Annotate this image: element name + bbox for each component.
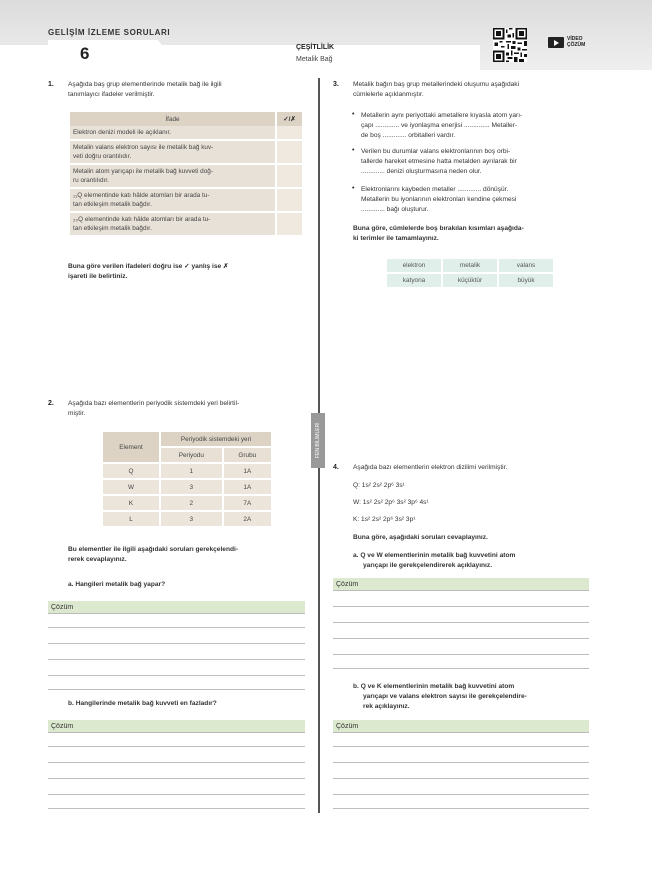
q4-part-b <box>353 682 593 712</box>
answer-line[interactable] <box>333 794 589 795</box>
q3-b3-line3: ............. bağı oluşturur. <box>361 206 429 213</box>
q4-b-line1: b. Q ve K elementlerinin metalik bağ kuvvetini atom <box>353 683 515 690</box>
table-row <box>70 140 302 164</box>
q1-number: 1. <box>48 81 54 88</box>
q2-cell: 1 <box>160 463 223 479</box>
q4-config-w: W: 1s² 2s² 2p⁶ 3s² 3p⁶ 4s¹ <box>353 499 429 506</box>
q2-cell: K <box>102 495 160 511</box>
q1-check-header: ✓/✗ <box>276 112 302 126</box>
q1-row2-check[interactable] <box>276 140 302 164</box>
q2-cell: 2A <box>223 511 272 527</box>
table-row <box>102 463 272 479</box>
answer-line[interactable] <box>48 762 305 763</box>
table-row <box>70 188 302 212</box>
q1-row2-line1: Metalin valans elektron sayısı ile metalik bağ kuv- <box>73 144 214 151</box>
q3-b1-line3: de boş ............. orbitalleri vardır. <box>361 132 456 139</box>
q1-instr-line2: işareti ile belirtiniz. <box>68 273 128 280</box>
q1-row5-line1: ₂₀Q elementinde katı hâlde atomları bir arada tu- <box>73 216 211 223</box>
q2-grubu-header: Grubu <box>223 447 272 463</box>
q2-cell: 3 <box>160 479 223 495</box>
table-row <box>102 511 272 527</box>
answer-line[interactable] <box>48 794 305 795</box>
q2-cell: W <box>102 479 160 495</box>
q2-cell: L <box>102 511 160 527</box>
q2-cell: 1A <box>223 463 272 479</box>
bullet-icon: • <box>352 111 355 118</box>
q4-config-k: K: 1s² 2s² 2p⁶ 3s² 3p¹ <box>353 516 416 523</box>
answer-line[interactable] <box>333 808 589 809</box>
answer-line[interactable] <box>333 762 589 763</box>
term-cell: metalik <box>442 258 498 273</box>
q3-b2-line1: Verilen bu durumlar valans elektronlarının boş orbi- <box>361 148 511 155</box>
q2-cell: Q <box>102 463 160 479</box>
term-cell: katyona <box>386 273 442 288</box>
answer-line[interactable] <box>333 638 589 639</box>
answer-line[interactable] <box>48 808 305 809</box>
q2-number: 2. <box>48 400 54 407</box>
q2-table <box>101 430 273 528</box>
answer-line[interactable] <box>333 668 589 669</box>
q1-row4-check[interactable] <box>276 188 302 212</box>
q3-bullet-2 <box>361 147 591 177</box>
q4-part-a <box>353 551 593 571</box>
q3-stem <box>353 80 593 100</box>
table-row <box>70 126 302 140</box>
q3-b1-line1: Metallerin aynı periyottaki ametallere kıyasla atom yarı- <box>361 112 523 119</box>
q4a-cozum-bar: Çözüm <box>333 578 589 591</box>
q1-row3-check[interactable] <box>276 164 302 188</box>
answer-line[interactable] <box>333 746 589 747</box>
q2-cell: 2 <box>160 495 223 511</box>
q2a-cozum-bar: Çözüm <box>48 601 305 614</box>
answer-line[interactable] <box>48 675 305 676</box>
answer-line[interactable] <box>333 654 589 655</box>
q1-stem-line2: tanımlayıcı ifadeler verilmiştir. <box>68 91 155 98</box>
q2-stem-line1: Aşağıda bazı elementlerin periyodik sistemdeki yeri belirtil- <box>68 400 240 407</box>
q2-cell: 1A <box>223 479 272 495</box>
q2-cell: 7A <box>223 495 272 511</box>
q3-instr-line1: Buna göre, cümlelerde boş bırakılan kısımları aşağıda- <box>353 225 524 232</box>
bullet-icon: • <box>352 147 355 154</box>
table-row <box>102 479 272 495</box>
qr-code-icon[interactable] <box>493 28 527 62</box>
q2-instruction <box>68 545 308 565</box>
video-label[interactable] <box>567 36 585 48</box>
answer-line[interactable] <box>48 689 305 690</box>
q3-bullet-1 <box>361 111 591 141</box>
q4-number: 4. <box>333 464 339 471</box>
q3-b3-line2: Metallerin bu iyonlarının elektronları kendine çekmesi <box>361 196 517 203</box>
q2-cell: 3 <box>160 511 223 527</box>
q3-instr-line2: ki terimler ile tamamlayınız. <box>353 235 439 242</box>
q3-b1-line2: çapı ............. ve iyonlaşma enerjisi .............. Metaller- <box>361 122 518 129</box>
q1-row1-check[interactable] <box>276 126 302 140</box>
q4-a-line2: yarıçapı ile gerekçelendirerek açıklayınız. <box>363 562 493 569</box>
term-cell: valans <box>498 258 554 273</box>
q4-config-q: Q: 1s² 2s² 2p⁶ 3s¹ <box>353 482 405 489</box>
q2-stem <box>68 399 308 419</box>
bullet-icon: • <box>352 185 355 192</box>
q2-group-header: Periyodik sistemdeki yeri <box>160 431 272 447</box>
answer-line[interactable] <box>48 627 305 628</box>
q2-part-b: b. Hangilerinde metalik bağ kuvveti en fazladır? <box>68 700 217 707</box>
q4-b-line3: rek açıklayınız. <box>363 703 410 710</box>
q3-b3-line1: Elektronlarını kaybeden metaller ............. dönüşür. <box>361 186 509 193</box>
q2-part-a: a. Hangileri metalik bağ yapar? <box>68 581 166 588</box>
video-label-line2: ÇÖZÜM <box>567 42 586 48</box>
table-row <box>386 273 554 288</box>
q2-instr-line2: rerek cevaplayınız. <box>68 556 127 563</box>
answer-line[interactable] <box>48 746 305 747</box>
term-cell: elektron <box>386 258 442 273</box>
q1-row4-line2: tan etkileşim metalik bağdır. <box>73 201 152 208</box>
video-label-line1: VİDEO <box>567 36 583 42</box>
q1-row3-line1: Metalin atom yarıçapı ile metalik bağ kuvveti doğ- <box>73 168 213 175</box>
series-title: GELİŞİM İZLEME SORULARI <box>48 28 171 37</box>
q1-col-header: İfade <box>70 112 276 126</box>
q4-instruction: Buna göre, aşağıdaki soruları cevaplayınız. <box>353 534 488 541</box>
subtopic-title: Metalik Bağ <box>296 56 333 63</box>
answer-line[interactable] <box>48 778 305 779</box>
table-row <box>70 212 302 236</box>
answer-line[interactable] <box>333 606 589 607</box>
video-play-icon[interactable] <box>548 37 564 48</box>
q3-number: 3. <box>333 81 339 88</box>
term-cell: büyük <box>498 273 554 288</box>
tab-corner <box>140 40 180 70</box>
answer-line[interactable] <box>48 643 305 644</box>
q1-stem-line1: Aşağıda baş grup elementlerinde metalik bağ ile ilgili <box>68 81 222 88</box>
q1-row1-text: Elektron denizi modeli ile açıklanır. <box>73 129 172 136</box>
topic-title: ÇEŞİTLİLİK <box>296 44 335 51</box>
q3-stem-line2: cümlelerle açıklanmıştır. <box>353 91 424 98</box>
q2b-cozum-bar: Çözüm <box>48 720 305 733</box>
q1-row2-line2: veti doğru orantılıdır. <box>73 153 132 160</box>
q1-row5-line2: tan etkileşim metalik bağdır. <box>73 225 152 232</box>
q1-row3-line2: ru orantılıdır. <box>73 177 109 184</box>
q2-element-header: Element <box>102 431 160 463</box>
term-cell: küçüktür <box>442 273 498 288</box>
table-row <box>386 258 554 273</box>
answer-line[interactable] <box>333 622 589 623</box>
q4b-cozum-bar: Çözüm <box>333 720 589 733</box>
q1-instruction <box>68 262 306 282</box>
answer-line[interactable] <box>48 659 305 660</box>
q3-terms-table <box>385 257 555 289</box>
side-tab: FEN BİLİMLERİ <box>311 413 325 468</box>
q4-stem: Aşağıda bazı elementlerin elektron dizilimi verilmiştir. <box>353 464 508 471</box>
q1-row5-check[interactable] <box>276 212 302 236</box>
q3-bullet-3 <box>361 185 591 215</box>
q1-row4-line1: ₁₁Q elementinde katı hâlde atomları bir arada tu- <box>73 192 210 199</box>
table-row <box>70 164 302 188</box>
q2-instr-line1: Bu elementler ile ilgili aşağıdaki soruları gerekçelendi- <box>68 546 239 553</box>
q2-stem-line2: miştir. <box>68 410 86 417</box>
q1-table <box>70 112 302 237</box>
q3-instruction <box>353 224 593 244</box>
q4-a-line1: a. Q ve W elementlerinin metalik bağ kuvvetini atom <box>353 552 516 559</box>
q1-stem <box>68 80 306 100</box>
q2-period-header: Periyodu <box>160 447 223 463</box>
answer-line[interactable] <box>333 778 589 779</box>
table-row <box>102 495 272 511</box>
q3-b2-line3: ............. denizi oluşturmasına neden olur. <box>361 168 482 175</box>
page-number: 6 <box>80 44 90 63</box>
q3-b2-line2: tallerde hareket etmesine hatta metalden ayrılarak bir <box>361 158 517 165</box>
q4-b-line2: yarıçapı ve valans elektron sayısı ile gerekçelendire- <box>363 693 527 700</box>
q1-instr-line1: Buna göre verilen ifadeleri doğru ise ✓ yanlış ise ✗ <box>68 263 229 270</box>
q3-stem-line1: Metalik bağın baş grup metallerindeki oluşumu aşağıdaki <box>353 81 520 88</box>
